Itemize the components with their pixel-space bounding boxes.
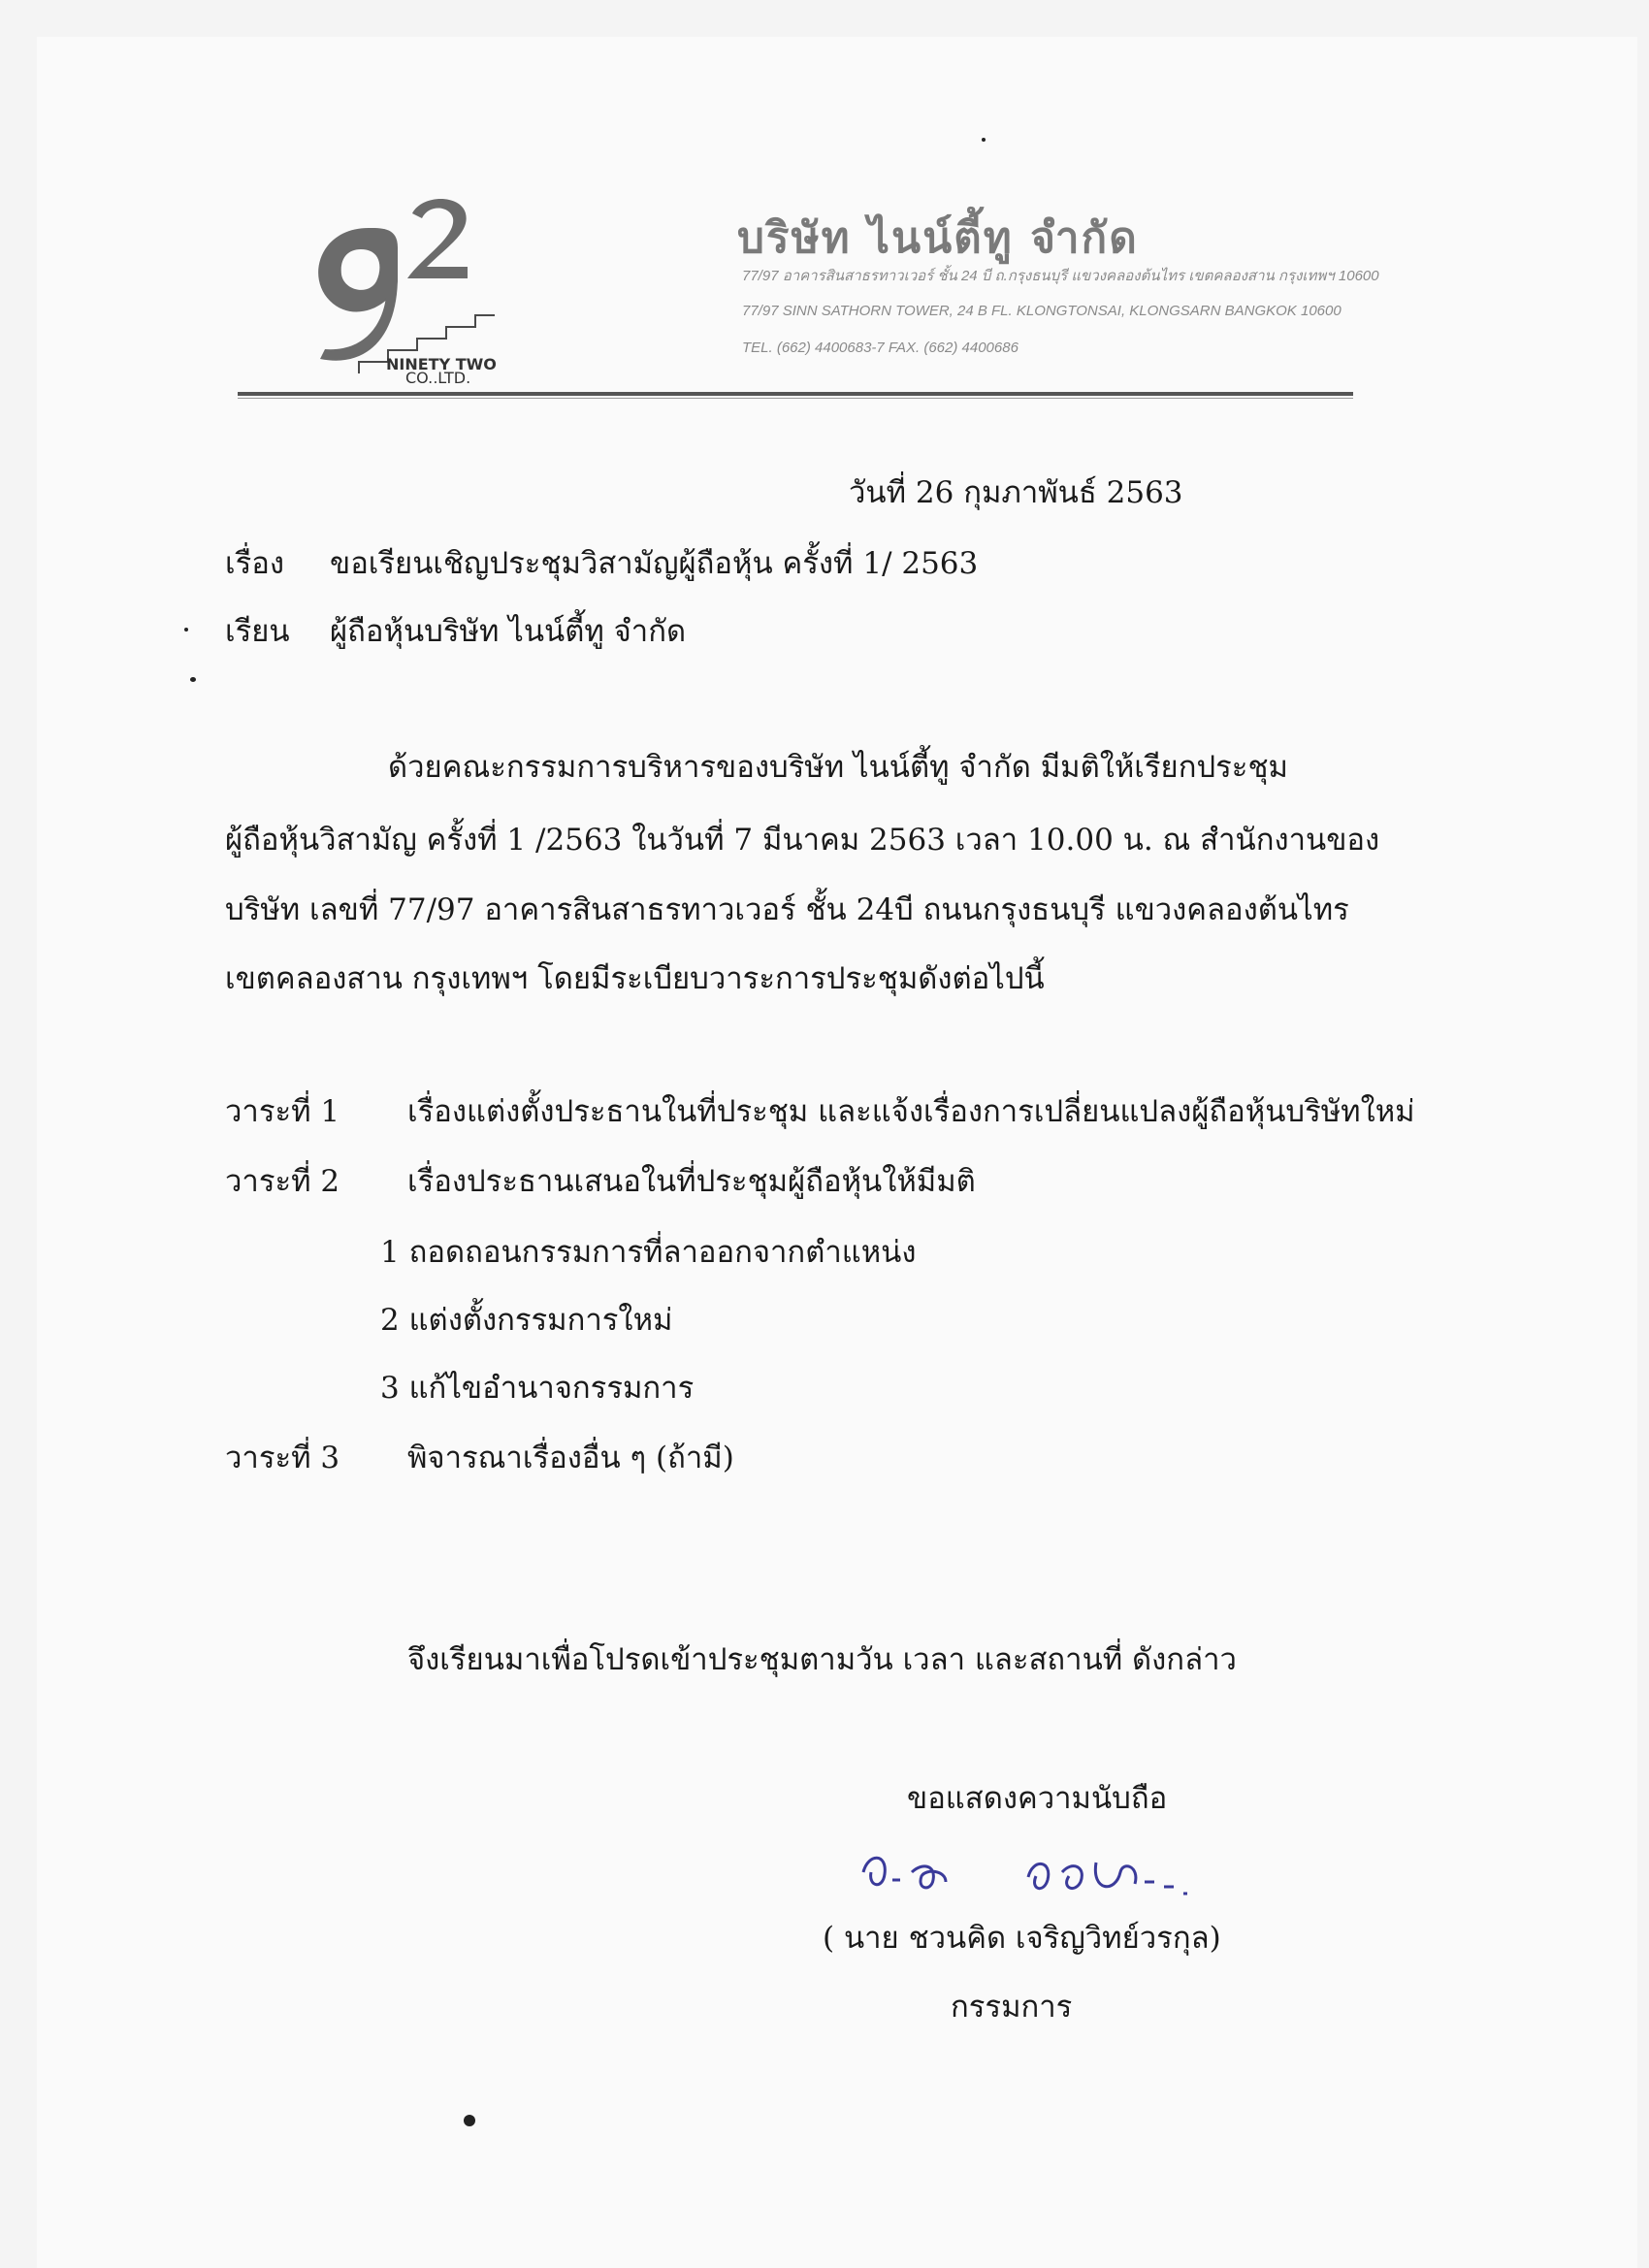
scan-speck	[184, 628, 188, 632]
scan-speck	[982, 138, 986, 142]
header-divider	[238, 392, 1353, 396]
recipient-label: เรียน	[225, 614, 290, 649]
body-line: เขตคลองสาน กรุงเทพฯ โดยมีระเบียบวาระการประชุมดังต่อไปนี้	[225, 961, 1045, 996]
agenda-label: วาระที่ 1	[225, 1094, 340, 1129]
closing-text: จึงเรียนมาเพื่อโปรดเข้าประชุมตามวัน เวลา และสถานที่ ดังกล่าว	[407, 1642, 1237, 1677]
scan-speck	[190, 677, 196, 682]
body-line: ด้วยคณะกรรมการบริหารของบริษัท ไนน์ตี้ทู จำกัด มีมติให้เรียกประชุม	[388, 750, 1288, 785]
signer-name: ( นาย ชวนคิด เจริญวิทย์วรกุล)	[823, 1921, 1221, 1956]
agenda-label: วาระที่ 2	[225, 1164, 340, 1199]
logo-words: NINETY TWO	[386, 355, 497, 373]
subject-text: ขอเรียนเชิญประชุมวิสามัญผู้ถือหุ้น ครั้งที่ 1/ 2563	[330, 546, 979, 581]
agenda-text: เรื่องแต่งตั้งประธานในที่ประชุม และแจ้งเรื่องการเปลี่ยนแปลงผู้ถือหุ้นบริษัทใหม่	[407, 1094, 1415, 1129]
agenda-text: พิจารณาเรื่องอื่น ๆ (ถ้ามี)	[407, 1441, 734, 1475]
signature	[854, 1833, 1261, 1911]
body-line: ผู้ถือหุ้นวิสามัญ ครั้งที่ 1 /2563 ในวันที่ 7 มีนาคม 2563 เวลา 10.00 น. ณ สำนักงานของ	[225, 823, 1380, 858]
company-name: บริษัท ไนน์ตี้ทู จำกัด	[737, 213, 1139, 263]
body-line: บริษัท เลขที่ 77/97 อาคารสินสาธรทาวเวอร์ ชั้น 24บี ถนนกรุงธนบุรี แขวงคลองต้นไทร	[225, 892, 1349, 927]
agenda-subitem: 1 ถอดถอนกรรมการที่ลาออกจากตำแหน่ง	[380, 1235, 917, 1270]
scan-speck	[464, 2115, 475, 2126]
recipient-text: ผู้ถือหุ้นบริษัท ไนน์ตี้ทู จำกัด	[330, 614, 687, 649]
logo-suffix: CO.,LTD.	[405, 369, 471, 383]
address-en: 77/97 SINN SATHORN TOWER, 24 B FL. KLONGTONSAI, KLONGSARN BANGKOK 10600	[742, 303, 1342, 319]
agenda-text: เรื่องประธานเสนอในที่ประชุมผู้ถือหุ้นให้มีมติ	[407, 1164, 976, 1199]
regards-text: ขอแสดงความนับถือ	[907, 1781, 1168, 1816]
agenda-subitem: 3 แก้ไขอำนาจกรรมการ	[380, 1371, 695, 1406]
address-th: 77/97 อาคารสินสาธรทาวเวอร์ ชั้น 24 บี ถ.กรุงธนบุรี แขวงคลองต้นไทร เขตคลองสาน กรุงเทพฯ 10600	[742, 268, 1379, 284]
signer-title: กรรมการ	[951, 1990, 1073, 2025]
letter-date: วันที่ 26 กุมภาพันธ์ 2563	[849, 475, 1183, 510]
contact-line: TEL. (662) 4400683-7 FAX. (662) 4400686	[742, 340, 1018, 356]
company-logo	[301, 189, 534, 383]
agenda-label: วาระที่ 3	[225, 1441, 340, 1475]
header-divider-thin	[238, 398, 1353, 399]
agenda-subitem: 2 แต่งตั้งกรรมการใหม่	[380, 1303, 673, 1338]
subject-label: เรื่อง	[225, 546, 285, 581]
